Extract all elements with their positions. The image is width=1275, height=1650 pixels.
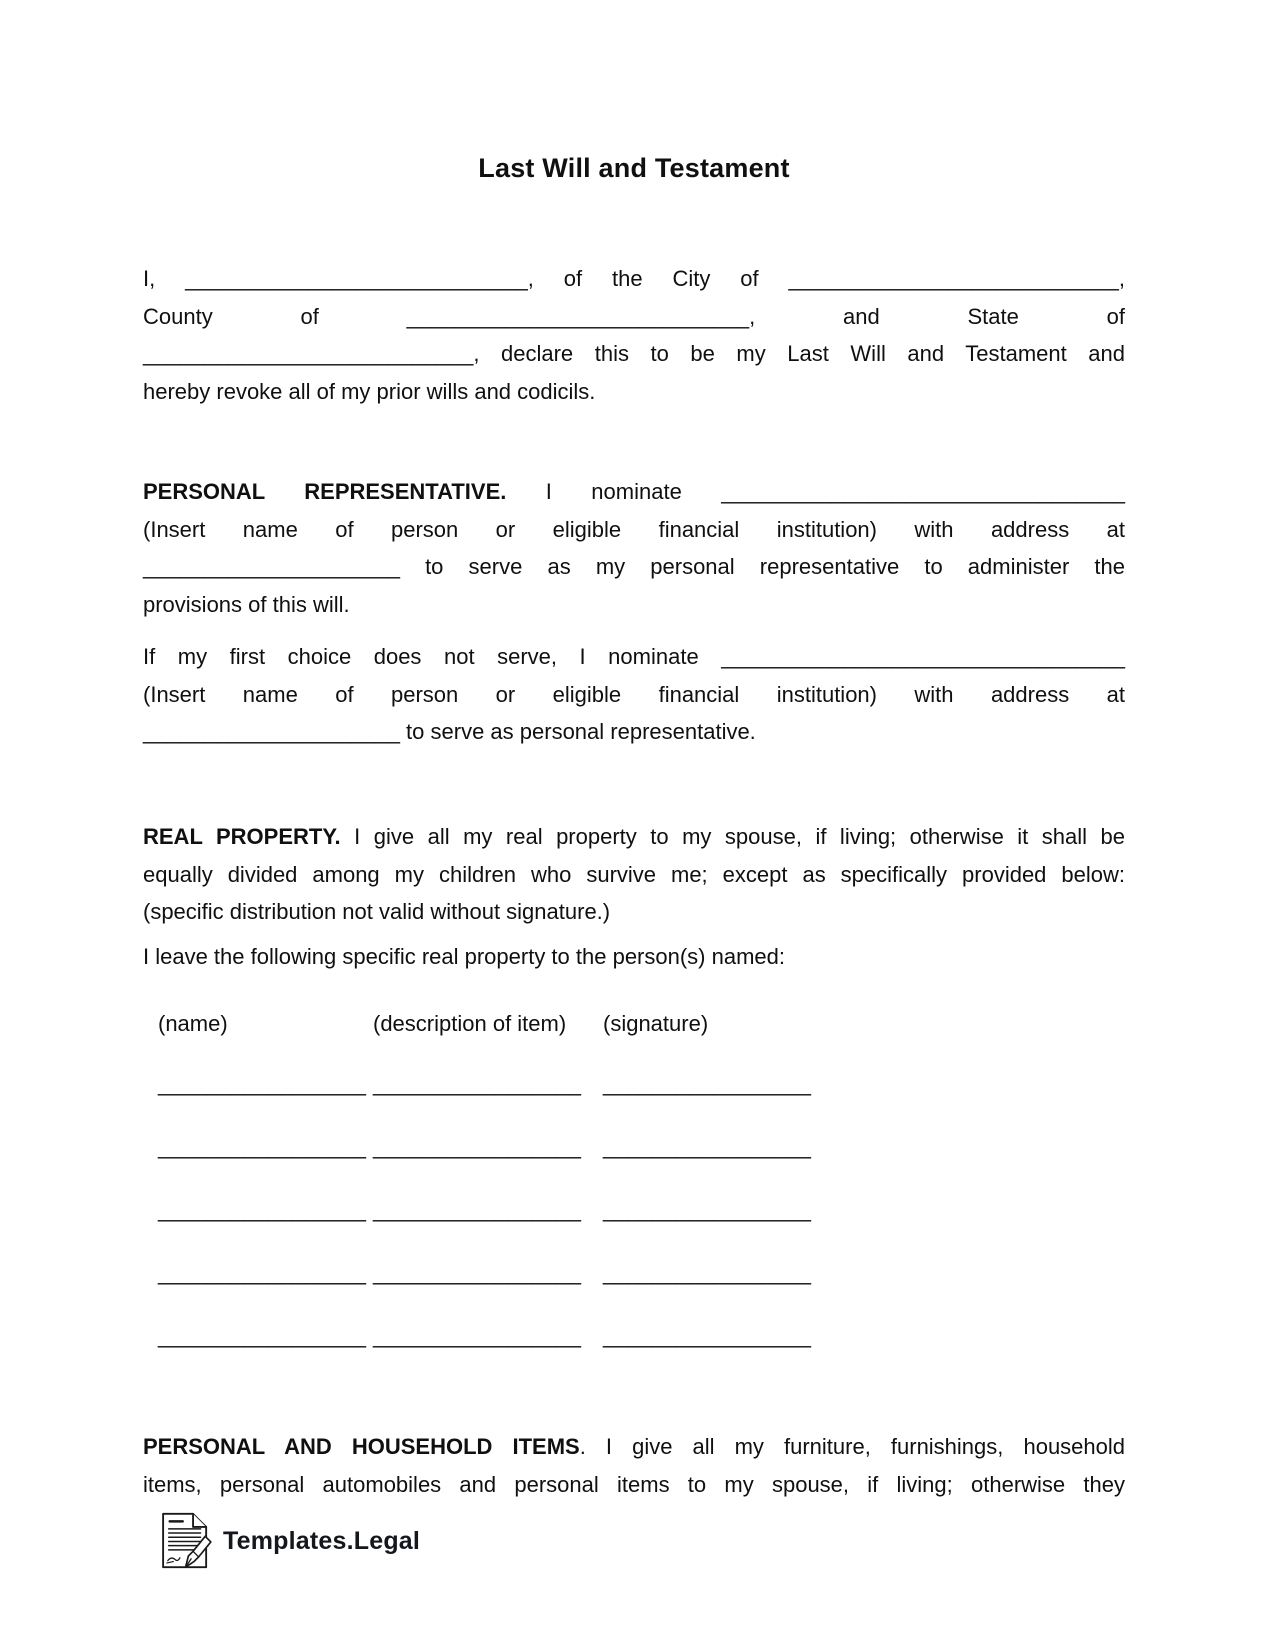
paragraph-line: items, personal automobiles and personal items to my spouse, if living; otherwise they [143, 1471, 1125, 1497]
real-property-paragraph [143, 818, 1125, 931]
alternate-representative-paragraph [143, 638, 1125, 751]
blank-name-field: _________________ [158, 1197, 367, 1222]
column-header-description: (description of item) [373, 1011, 567, 1036]
household-items-paragraph [143, 1428, 1125, 1503]
blank-signature-field: _________________ [603, 1197, 812, 1222]
blank-name-field: _________________ [158, 1323, 367, 1348]
intro-line: hereby revoke all of my prior wills and codicils. [143, 378, 596, 404]
paragraph-text: I give all my real property to my spouse, if living; otherwise it shall be [340, 824, 1125, 849]
paragraph-line: If my first choice does not serve, I nominate _________________________________ [143, 644, 1125, 669]
blank-name-field: _________________ [158, 1071, 367, 1096]
leave-property-paragraph [143, 938, 1125, 976]
blank-description-field: _________________ [373, 1134, 582, 1159]
paragraph-line [143, 1428, 1125, 1466]
intro-line: I, ____________________________, of the City of ___________________________, [143, 266, 1125, 291]
table-row [143, 1191, 1125, 1228]
footer-logo [158, 1512, 420, 1570]
brand-name: Templates.Legal [223, 1527, 421, 1555]
blank-description-field: _________________ [373, 1260, 582, 1285]
property-table-header [143, 1005, 1125, 1042]
blank-description-field: _________________ [373, 1197, 582, 1222]
paragraph-line: I leave the following specific real property to the person(s) named: [143, 944, 785, 969]
paragraph-line: (Insert name of person or eligible financial institution) with address at [143, 516, 1125, 542]
paragraph-line: (Insert name of person or eligible financial institution) with address at [143, 681, 1125, 707]
table-row [143, 1065, 1125, 1102]
paragraph-text: I nominate _________________________________ [506, 479, 1125, 504]
blank-name-field: _________________ [158, 1134, 367, 1159]
intro-line: County of ____________________________, and State of [143, 303, 1125, 329]
blank-signature-field: _________________ [603, 1071, 812, 1096]
property-table [143, 1065, 1125, 1380]
paragraph-line: (specific distribution not valid without signature.) [143, 899, 611, 924]
table-row [143, 1317, 1125, 1354]
blank-signature-field: _________________ [603, 1134, 812, 1159]
table-row [143, 1254, 1125, 1291]
paragraph-line [143, 818, 1125, 856]
document-pen-icon [158, 1512, 215, 1570]
blank-description-field: _________________ [373, 1071, 582, 1096]
paragraph-line: _____________________ to serve as personal representative. [143, 719, 756, 744]
real-property-heading: REAL PROPERTY. [143, 824, 341, 849]
blank-name-field: _________________ [158, 1260, 367, 1285]
page-content [143, 0, 1125, 1650]
paragraph-line: provisions of this will. [143, 591, 350, 617]
paragraph-line [143, 473, 1125, 511]
personal-representative-paragraph [143, 473, 1125, 623]
document-title: Last Will and Testament [478, 153, 790, 183]
blank-signature-field: _________________ [603, 1260, 812, 1285]
column-header-name: (name) [158, 1011, 228, 1036]
column-header-signature: (signature) [603, 1011, 709, 1036]
intro-line: ___________________________, declare this to be my Last Will and Testament and [143, 341, 1125, 366]
paragraph-text: . I give all my furniture, furnishings, household [579, 1434, 1126, 1459]
blank-description-field: _________________ [373, 1323, 582, 1348]
blank-signature-field: _________________ [603, 1323, 812, 1348]
paragraph-line: equally divided among my children who survive me; except as specifically provided below: [143, 861, 1125, 887]
personal-representative-heading: PERSONAL REPRESENTATIVE. [143, 479, 507, 504]
household-items-heading: PERSONAL AND HOUSEHOLD ITEMS [143, 1434, 580, 1459]
table-row [143, 1128, 1125, 1165]
intro-paragraph [143, 260, 1125, 410]
paragraph-line: _____________________ to serve as my personal representative to administer the [143, 554, 1125, 579]
